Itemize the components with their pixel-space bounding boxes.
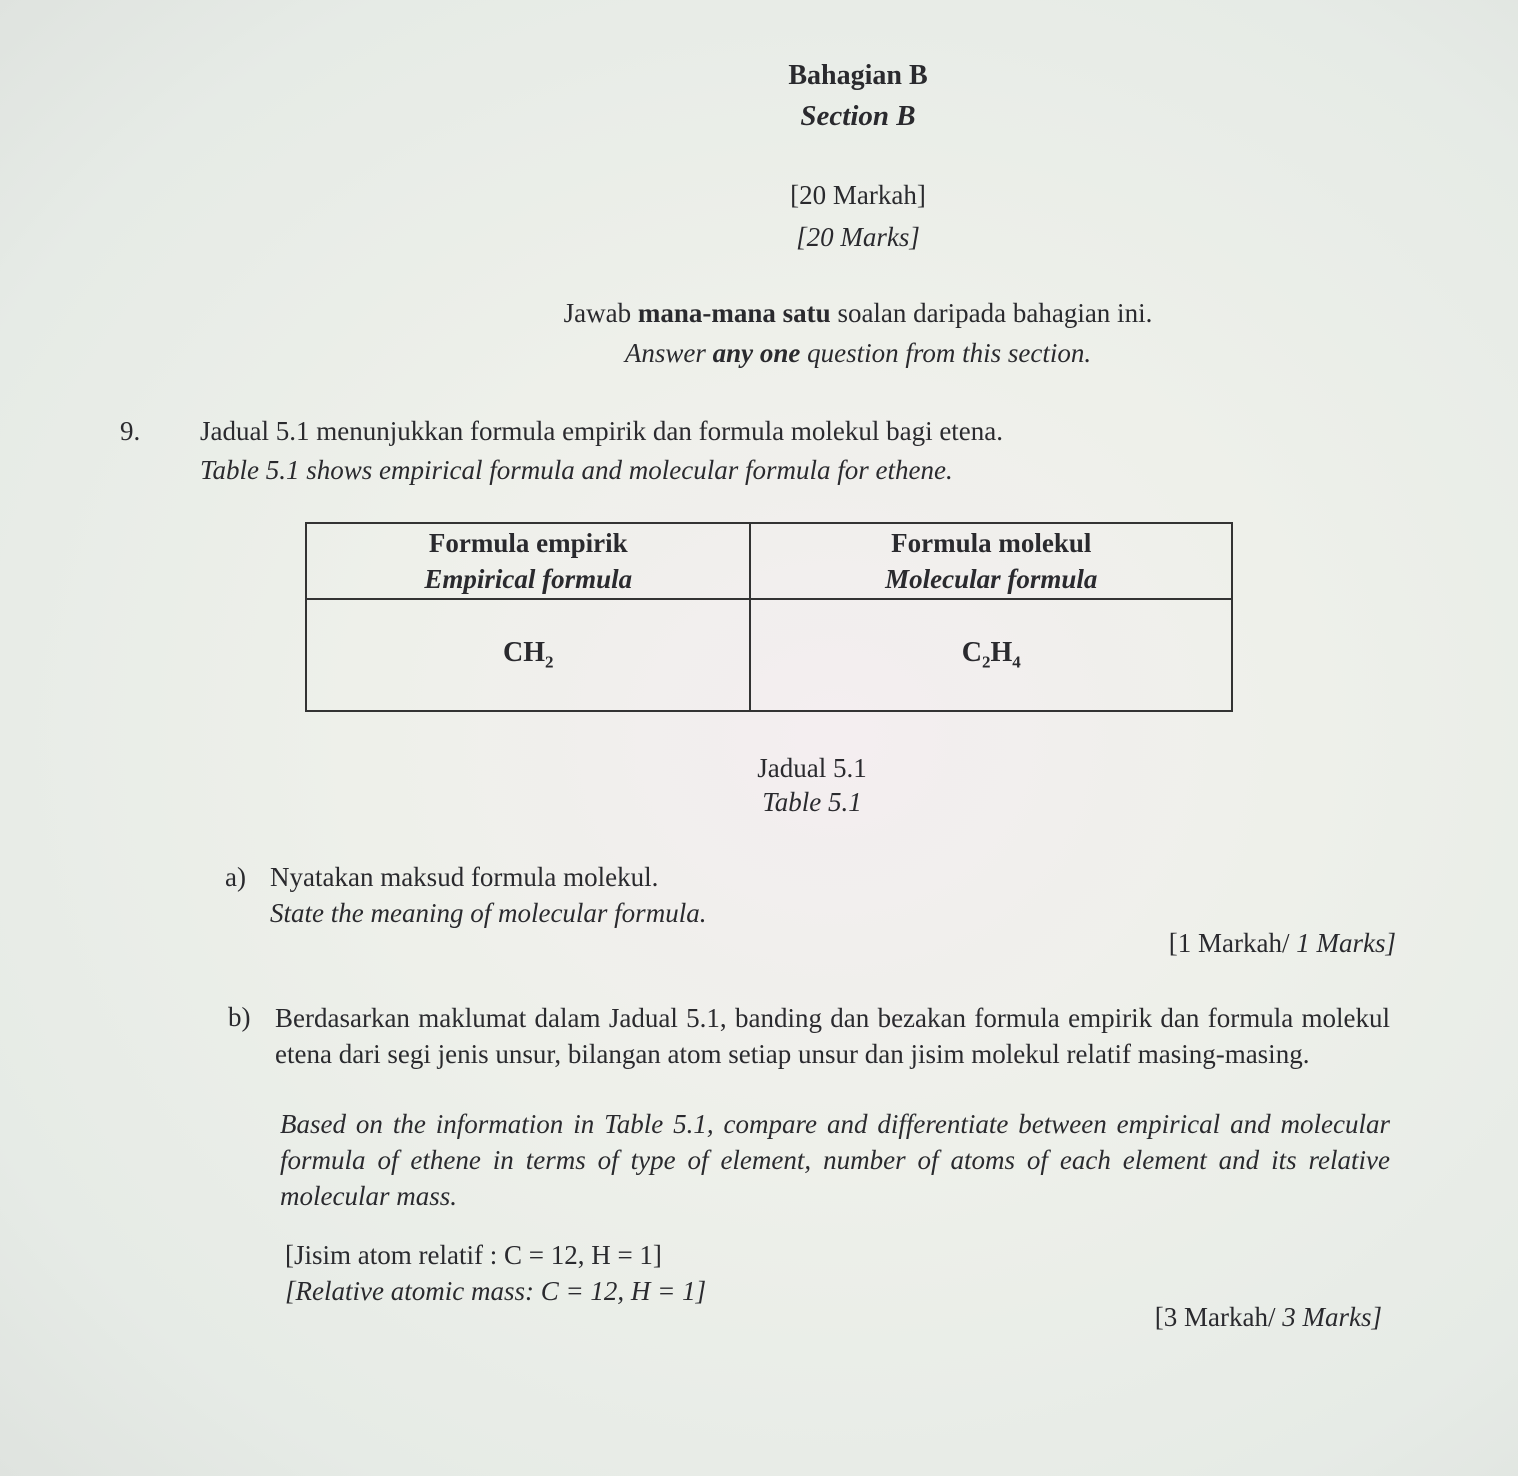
question-intro-ms: Jadual 5.1 menunjukkan formula empirik dan formula molekul bagi etena.: [200, 416, 1004, 446]
table-caption-en: Table 5.1: [762, 787, 862, 817]
question-number: 9.: [120, 416, 141, 446]
table-caption-ms: Jadual 5.1: [757, 753, 867, 783]
question-intro-en: Table 5.1 shows empirical formula and molecular formula for ethene.: [200, 455, 953, 485]
part-a-label: a): [225, 862, 246, 892]
part-a-marks: [1 Markah/ 1 Marks]: [1168, 928, 1396, 958]
formula-table: [305, 522, 1233, 712]
instruction-en: Answer any one question from this section.: [624, 338, 1092, 368]
part-b-label: b): [228, 1002, 251, 1032]
section-title-en: Section B: [800, 100, 916, 132]
marks-en: [20 Marks]: [796, 222, 920, 252]
part-a-en: State the meaning of molecular formula.: [270, 898, 707, 928]
part-b-en: Based on the information in Table 5.1, compare and differentiate between empirical and molecular formula of ethene in terms of type of element, number of atoms of each element and its relative molecular mass.: [280, 1109, 1390, 1211]
part-b-data-en: [Relative atomic mass: C = 12, H = 1]: [285, 1276, 707, 1306]
part-a-ms: Nyatakan maksud formula molekul.: [270, 862, 659, 892]
header-empirical: Formula empirik Empirical formula: [306, 523, 750, 599]
cell-molecular: $C_2H_4$: [750, 599, 1232, 711]
part-b-ms: Berdasarkan maklumat dalam Jadual 5.1, banding dan bezakan formula empirik dan formula molekul etena dari segi jenis unsur, bilangan atom setiap unsur dan jisim molekul relatif masing-masing.: [275, 1003, 1390, 1069]
section-title-ms: Bahagian B: [788, 60, 928, 91]
part-b-data-ms: [Jisim atom relatif : C = 12, H = 1]: [285, 1240, 662, 1270]
header-molecular: Formula molekul Molecular formula: [750, 523, 1232, 599]
marks-ms: [20 Markah]: [790, 180, 926, 210]
instruction-ms: Jawab mana-mana satu soalan daripada bahagian ini.: [563, 298, 1153, 328]
cell-empirical: $CH_2$: [306, 599, 750, 711]
part-b-marks: [3 Markah/ 3 Marks]: [1154, 1302, 1382, 1332]
